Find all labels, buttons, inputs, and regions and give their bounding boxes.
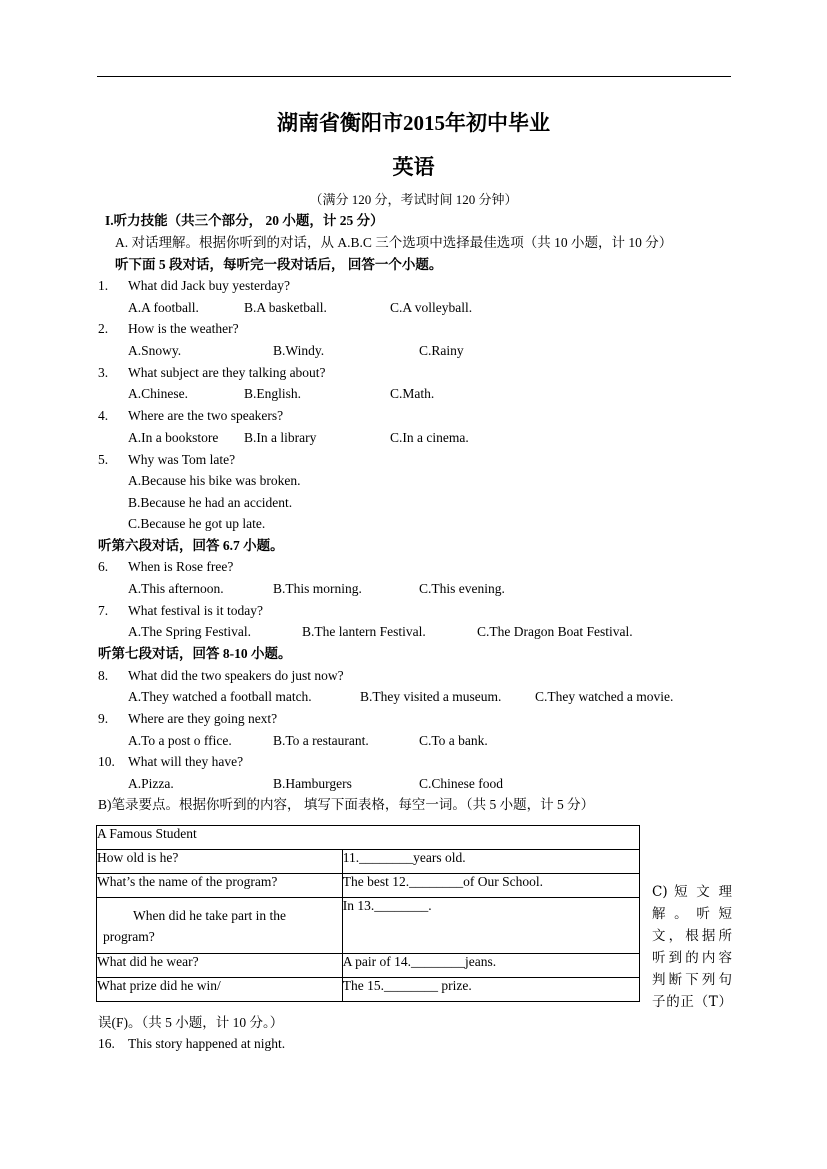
table-row (97, 898, 640, 954)
option-a: A.To a post o ffice. (128, 733, 232, 748)
question-number: 7. (98, 603, 109, 618)
table-header-text: A Famous Student (97, 826, 197, 841)
option-c: C.Because he got up late. (128, 516, 266, 531)
table-answer-cell (342, 874, 639, 898)
table-answer-cell (342, 978, 639, 1002)
question-number: 6. (98, 559, 109, 574)
table-answer: 11.________years old. (342, 850, 466, 865)
question-text: Where are the two speakers? (128, 408, 284, 423)
option-a: A.Snowy. (128, 343, 182, 358)
table-answer: The best 12.________of Our School. (342, 874, 544, 889)
instruction-8-10: 听第七段对话，回答 8-10 小题。 (98, 646, 292, 661)
question-text: What festival is it today? (128, 603, 263, 618)
question-number: 4. (98, 408, 109, 423)
option-a: A.They watched a football match. (128, 689, 312, 704)
option-a: A.The Spring Festival. (128, 624, 251, 639)
instruction-6-7: 听第六段对话，回答 6.7 小题。 (98, 538, 284, 553)
table-row (97, 850, 640, 874)
option-c: C.The Dragon Boat Festival. (477, 624, 633, 639)
table-question: How old is he? (97, 850, 179, 865)
table-answer: A pair of 14.________jeans. (342, 954, 497, 969)
question-number: 2. (98, 321, 109, 336)
part-c-tail: 误(F)。（共 5 小题，计 10 分。） (98, 1015, 284, 1030)
exam-note: （满分 120 分，考试时间 120 分钟） (309, 192, 518, 207)
question-text: Why was Tom late? (128, 452, 236, 467)
part-c-line: 听到的内容 (652, 950, 732, 966)
question-number: 16. (98, 1036, 115, 1051)
part-c-line: 判断下列句 (652, 972, 732, 988)
question-text: What will they have? (128, 754, 244, 769)
option-b: B.This morning. (273, 581, 362, 596)
option-c: C.Math. (390, 386, 435, 401)
table-answer: The 15.________ prize. (342, 978, 472, 993)
option-c: C.Rainy (419, 343, 464, 358)
table-answer: In 13.________. (342, 898, 432, 913)
part-c-line: C) 短 文 理 (652, 884, 732, 900)
question-text: What subject are they talking about? (128, 365, 326, 380)
question-number: 3. (98, 365, 109, 380)
question-number: 1. (98, 278, 109, 293)
option-a: A.This afternoon. (128, 581, 224, 596)
table-question-cell (97, 978, 343, 1002)
option-c: C.To a bank. (419, 733, 488, 748)
option-c: C.Chinese food (419, 776, 503, 791)
table-answer-cell (342, 954, 639, 978)
option-b: B.English. (244, 386, 302, 401)
option-b: B.A basketball. (244, 300, 327, 315)
table-question-cell (97, 850, 343, 874)
option-a: A.Chinese. (128, 386, 188, 401)
table-answer-cell (342, 850, 639, 874)
option-c: C.A volleyball. (390, 300, 473, 315)
table-question-cell (97, 874, 343, 898)
part-c-heading (652, 881, 732, 1013)
option-b: B.In a library (244, 430, 317, 445)
option-c: C.In a cinema. (390, 430, 469, 445)
table-question: What prize did he win/ (97, 978, 221, 993)
table-answer-cell (342, 898, 639, 954)
option-b: B.They visited a museum. (360, 689, 502, 704)
part-c-line: 子的正（T） (652, 994, 732, 1010)
question-text: What did the two speakers do just now? (128, 668, 344, 683)
part-b-heading: B)笔录要点。根据你听到的内容， 填写下面表格，每空一词。（共 5 小题，计 5 分） (98, 797, 595, 812)
question-text: When is Rose free? (128, 559, 234, 574)
question-text: What did Jack buy yesterday? (128, 278, 290, 293)
option-a: A.Pizza. (128, 776, 174, 791)
option-b: B.Windy. (273, 343, 325, 358)
note-taking-table (96, 825, 640, 1002)
table-question-line1: When did he take part in the (133, 908, 286, 923)
table-question-cell (97, 898, 343, 954)
option-a: A.A football. (128, 300, 199, 315)
option-a: A.Because his bike was broken. (128, 473, 301, 488)
exam-title: 湖南省衡阳市2015年初中毕业 (277, 111, 550, 135)
question-number: 8. (98, 668, 109, 683)
option-b: B.Hamburgers (273, 776, 352, 791)
question-number: 10. (98, 754, 115, 769)
question-number: 5. (98, 452, 109, 467)
question-text: How is the weather? (128, 321, 239, 336)
table-question-cell (97, 954, 343, 978)
part-c-line: 文，根据所 (652, 928, 732, 944)
header-rule (97, 76, 731, 77)
table-row (97, 978, 640, 1002)
question-text: Where are they going next? (128, 711, 278, 726)
question-number: 9. (98, 711, 109, 726)
table-row (97, 954, 640, 978)
part-c-line: 解 。 听 短 (652, 906, 732, 922)
table-question: What did he wear? (97, 954, 199, 969)
exam-subject: 英语 (392, 155, 435, 179)
option-b: B.Because he had an accident. (128, 495, 293, 510)
table-header (97, 826, 640, 850)
table-row (97, 874, 640, 898)
option-a: A.In a bookstore (128, 430, 219, 445)
option-b: B.To a restaurant. (273, 733, 369, 748)
part-a-heading: A. 对话理解。根据你听到的对话，从 A.B.C 三个选项中选择最佳选项（共 10 小题，计 10 分） (115, 235, 673, 250)
table-question-line2: program? (103, 929, 155, 944)
table-question: What’s the name of the program? (97, 874, 278, 889)
section-heading: I.听力技能（共三个部分， 20 小题，计 25 分） (105, 213, 384, 228)
option-c: C.They watched a movie. (535, 689, 674, 704)
option-b: B.The lantern Festival. (302, 624, 426, 639)
question-text: This story happened at night. (128, 1036, 286, 1051)
part-a-instruction: 听下面 5 段对话，每听完一段对话后， 回答一个小题。 (115, 257, 443, 272)
option-c: C.This evening. (419, 581, 505, 596)
